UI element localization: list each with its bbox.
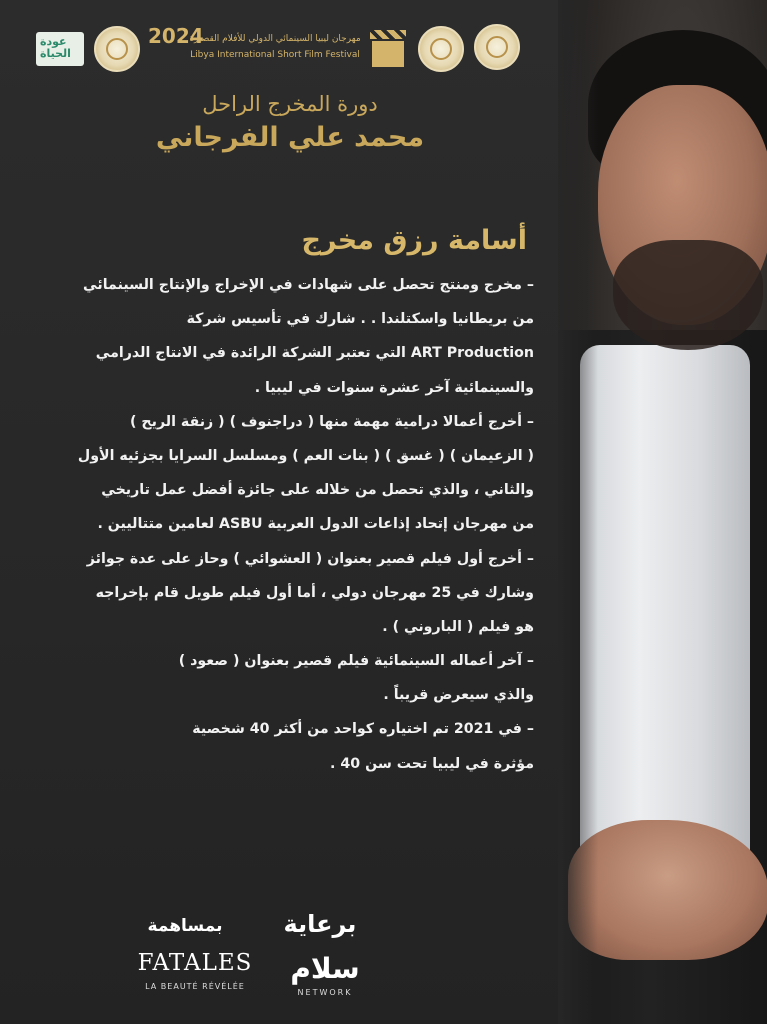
bio-line: – أخرج أول فيلم قصير بعنوان ( العشوائي ) وحاز على عدة جوائز [86, 550, 534, 567]
portrait-photo [558, 0, 767, 1024]
person-name: أسامة رزق مخرج [301, 225, 527, 256]
bio-text [24, 268, 534, 781]
salam-network-label: NETWORK [297, 988, 353, 997]
salam-logo: سلام [290, 952, 360, 985]
header-logos [36, 22, 526, 76]
bio-line: وشارك في 25 مهرجان دولي ، أما أول فيلم طويل قام بإخراجه [95, 584, 534, 601]
honoree-name: محمد علي الفرجاني [155, 122, 425, 153]
fatales-logo: FATALES [137, 950, 253, 976]
photo-shirt [580, 345, 750, 865]
sponsor-label: برعاية [283, 910, 357, 938]
emblem-seal-2 [418, 26, 464, 72]
bio-line: من مهرجان إتحاد إذاعات الدول العربية ASBU لعامين متتاليين . [97, 516, 534, 533]
credits [130, 906, 390, 1016]
bio-line: والسينمائية آخر عشرة سنوات في ليبيا . [254, 379, 534, 396]
bio-line: ( الزعيمان ) ( غسق ) ( بنات العم ) ومسلسل السرايا بجزئيه الأول [77, 447, 534, 464]
contribution-label: بمساهمة [147, 916, 223, 936]
awdat-alhaya-logo-text: عودة الحياة [40, 35, 71, 60]
festival-title-en: Libya International Short Film Festival [190, 50, 360, 60]
bio-line: – مخرج ومنتج تحصل على شهادات في الإخراج والإنتاج السينمائي [83, 277, 534, 293]
emblem-seal-3 [474, 24, 520, 70]
bio-line: والثاني ، والذي تحصل من خلاله على جائزة أفضل عمل تاريخي [101, 482, 534, 499]
bio-line: مؤثرة في ليبيا تحت سن 40 . [330, 755, 534, 772]
photo-beard [613, 240, 763, 350]
bio-line: – أخرج أعمالا درامية مهمة منها ( دراجنوف ) ( زنقة الريح ) [129, 413, 534, 430]
bio-line: – في 2021 تم اختياره كواحد من أكثر 40 شخصية [192, 721, 534, 738]
bio-line: والذي سيعرض قريباً . [383, 687, 534, 704]
festival-title-ar: مهرجان ليبيا السينمائي الدولي للأفلام القصيرة [189, 34, 361, 44]
awdat-alhaya-logo [36, 32, 84, 66]
emblem-seal-1 [94, 26, 140, 72]
photo-fade [558, 0, 598, 1024]
bio-line: ART Production التي تعتبر الشركة الرائدة في الانتاج الدرامي [95, 345, 534, 362]
bio-line: من بريطانيا واسكتلندا . . شارك في تأسيس شركة [186, 311, 534, 328]
clapperboard-icon [370, 30, 406, 68]
fatales-tagline: LA BEAUTÉ RÉVÉLÉE [145, 982, 245, 991]
bio-line: – آخر أعماله السينمائية فيلم قصير بعنوان ( صعود ) [178, 653, 534, 670]
edition-line: دورة المخرج الراحل [202, 92, 378, 116]
festival-year: 2024 [148, 24, 204, 48]
bio-line: هو فيلم ( الباروني ) . [382, 618, 534, 635]
